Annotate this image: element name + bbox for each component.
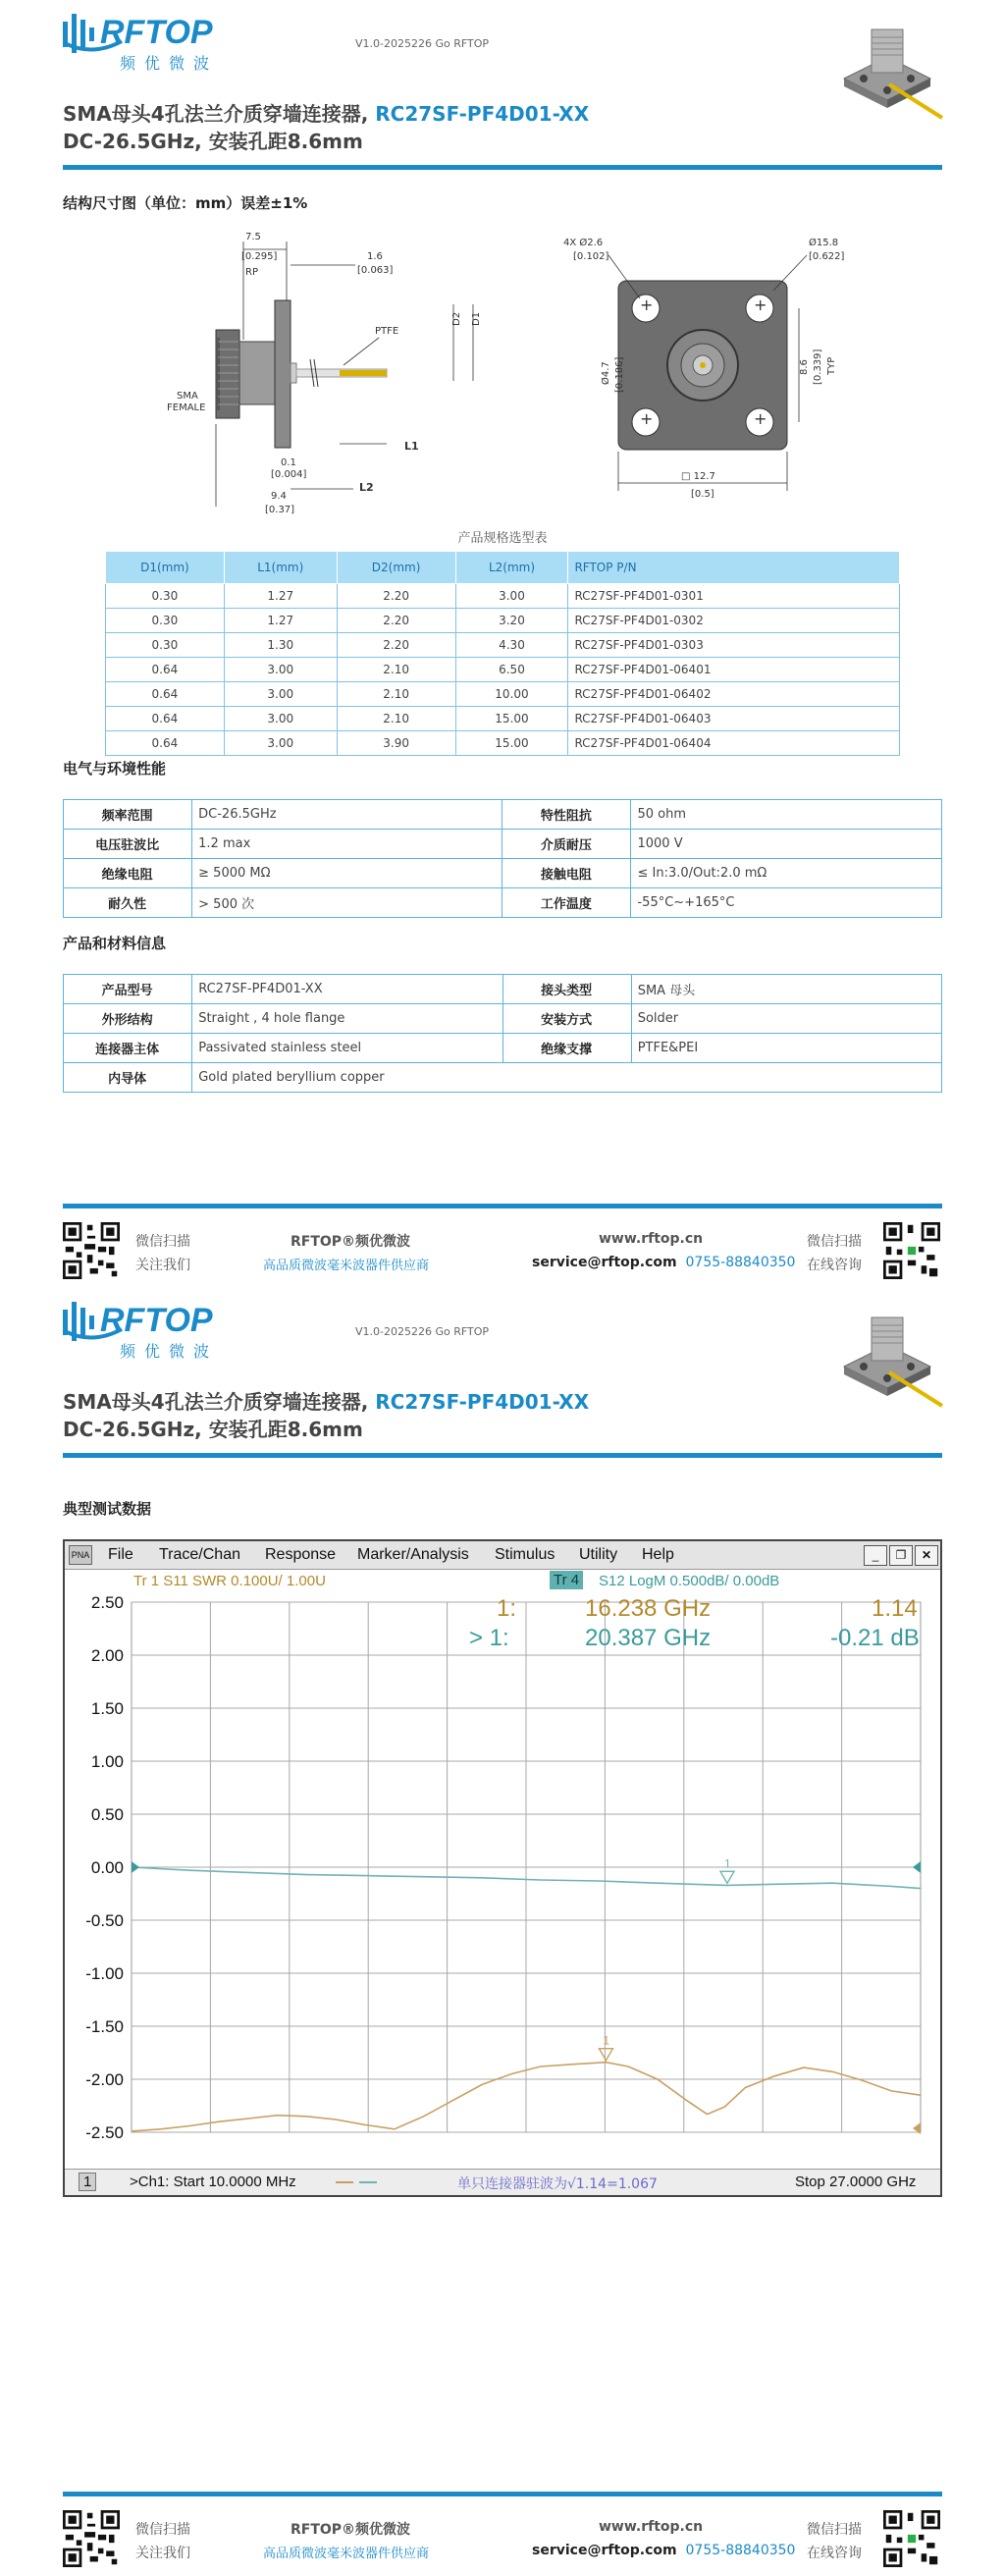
footer-email-text[interactable]: service@rftop.com xyxy=(532,2543,677,2558)
cell-l1: 3.00 xyxy=(224,682,337,707)
y-tick-label: 2.50 xyxy=(90,1593,124,1612)
table-row xyxy=(106,633,900,658)
footer-divider xyxy=(63,2492,942,2496)
svg-text:+: + xyxy=(640,409,654,428)
qr-code-consult-icon xyxy=(883,1222,940,1279)
y-tick-label: 2.00 xyxy=(90,1646,124,1665)
vna-app-icon: PNA xyxy=(69,1545,92,1565)
footer-phone[interactable]: 0755-88840350 xyxy=(685,1255,796,1270)
svg-text:[0.186]: [0.186] xyxy=(614,356,625,393)
elec-value: DC-26.5GHz xyxy=(192,800,502,830)
cell-d1: 0.64 xyxy=(106,731,225,756)
menu-utility[interactable]: Utility xyxy=(579,1546,618,1563)
table-row xyxy=(106,584,900,609)
svg-text:8.6: 8.6 xyxy=(799,359,810,375)
svg-text:Ø4.7: Ø4.7 xyxy=(601,361,611,385)
stop-freq[interactable]: Stop 27.0000 GHz xyxy=(795,2174,917,2190)
elec-value: 1.2 max xyxy=(192,830,502,859)
table-row xyxy=(106,609,900,633)
brand-cn-name: 频优微波 xyxy=(120,54,219,73)
cell-d2: 2.20 xyxy=(337,584,455,609)
col-pn: RFTOP P/N xyxy=(568,552,900,584)
table-row xyxy=(106,682,900,707)
cell-l1: 3.00 xyxy=(224,707,337,731)
cell-d1: 0.30 xyxy=(106,609,225,633)
restore-icon[interactable]: ❐ xyxy=(889,1545,913,1566)
mat-key: 绝缘支撑 xyxy=(502,1034,631,1063)
col-l1: L1(mm) xyxy=(224,552,337,584)
cell-d2: 3.90 xyxy=(337,731,455,756)
cell-l1: 3.00 xyxy=(224,731,337,756)
qr-code-wechat-icon xyxy=(63,1222,120,1279)
svg-text:+: + xyxy=(754,409,767,428)
cell-l2: 10.00 xyxy=(455,682,568,707)
footer-company: RFTOP®频优微波 xyxy=(291,2522,411,2538)
elec-key: 特性阻抗 xyxy=(502,800,631,830)
col-d1: D1(mm) xyxy=(106,552,225,584)
table-row xyxy=(106,658,900,682)
menu-file[interactable]: File xyxy=(108,1546,133,1563)
trace4-label[interactable]: S12 LogM 0.500dB/ 0.00dB xyxy=(599,1573,780,1589)
table-row xyxy=(64,1034,942,1063)
table-row xyxy=(64,1063,942,1093)
cell-d2: 2.20 xyxy=(337,609,455,633)
svg-text:[0.37]: [0.37] xyxy=(265,505,295,515)
brand-cn-name: 频优微波 xyxy=(120,1342,219,1361)
menu-help[interactable]: Help xyxy=(642,1546,674,1563)
elec-key: 工作温度 xyxy=(502,888,631,918)
table-row xyxy=(106,707,900,731)
cell-d1: 0.64 xyxy=(106,682,225,707)
svg-text:9.4: 9.4 xyxy=(271,491,287,502)
svg-text:[0.004]: [0.004] xyxy=(271,469,307,480)
cell-l2: 4.30 xyxy=(455,633,568,658)
footer-wechat-scan: 微信扫描 xyxy=(135,1234,190,1250)
product-subtitle: DC-26.5GHz, 安装孔距8.6mm xyxy=(63,130,363,153)
table-row xyxy=(64,888,942,918)
footer-slogan: 高品质微波毫米波器件供应商 xyxy=(263,2547,430,2561)
mat-value: SMA 母头 xyxy=(631,975,941,1004)
table-row xyxy=(64,1004,942,1034)
legend-s11-line xyxy=(336,2181,353,2183)
marker1-freq: 16.238 GHz xyxy=(585,1595,712,1622)
svg-text:+: + xyxy=(640,295,654,314)
y-tick-label: -2.50 xyxy=(85,2123,124,2142)
start-freq[interactable]: >Ch1: Start 10.0000 MHz xyxy=(130,2174,296,2190)
cell-l2: 3.20 xyxy=(455,609,568,633)
cell-d1: 0.30 xyxy=(106,633,225,658)
menu-trace-chan[interactable]: Trace/Chan xyxy=(159,1546,240,1563)
y-tick-label: -1.00 xyxy=(85,1964,124,1983)
elec-value: > 500 次 xyxy=(192,888,502,918)
cell-l1: 3.00 xyxy=(224,658,337,682)
cell-d1: 0.30 xyxy=(106,584,225,609)
svg-text:SMA: SMA xyxy=(177,391,198,402)
svg-text:1.6: 1.6 xyxy=(367,251,383,262)
marker2-freq: 20.387 GHz xyxy=(585,1625,712,1651)
marker1-value: 1.14 xyxy=(872,1595,918,1622)
mat-key: 外形结构 xyxy=(64,1004,192,1034)
y-tick-label: 1.00 xyxy=(90,1752,124,1771)
vna-menu-bar xyxy=(65,1541,940,1570)
svg-text:+: + xyxy=(754,295,767,314)
footer-phone[interactable]: 0755-88840350 xyxy=(685,2543,796,2558)
svg-text:PTFE: PTFE xyxy=(375,326,399,337)
close-icon[interactable]: ✕ xyxy=(915,1545,938,1566)
elec-key: 电压驻波比 xyxy=(64,830,192,859)
minimize-icon[interactable]: _ xyxy=(864,1545,887,1566)
title-part-number: RC27SF-PF4D01-XX xyxy=(375,102,590,126)
cell-d1: 0.64 xyxy=(106,658,225,682)
table-row xyxy=(64,859,942,888)
connector-photo xyxy=(824,1310,950,1423)
footer-website[interactable]: www.rftop.cn xyxy=(599,2519,704,2535)
mat-key: 产品型号 xyxy=(64,975,192,1004)
header-divider xyxy=(63,1453,942,1458)
dim-section-title: 结构尺寸图（单位：mm）误差±1% xyxy=(63,194,308,212)
cell-pn: RC27SF-PF4D01-06402 xyxy=(568,682,900,707)
svg-text:L2: L2 xyxy=(359,481,374,494)
material-section-title: 产品和材料信息 xyxy=(63,935,167,952)
menu-marker-analysis[interactable]: Marker/Analysis xyxy=(357,1546,469,1563)
svg-text:[0.295]: [0.295] xyxy=(241,251,278,262)
vna-window xyxy=(63,1539,942,2197)
channel-number[interactable]: 1 xyxy=(79,2173,96,2191)
col-d2: D2(mm) xyxy=(337,552,455,584)
svg-text:[0.5]: [0.5] xyxy=(691,489,714,500)
mat-value: PTFE&PEI xyxy=(631,1034,941,1063)
cell-l1: 1.30 xyxy=(224,633,337,658)
elec-value: ≤ In:3.0/Out:2.0 mΩ xyxy=(631,859,942,888)
footer-email[interactable] xyxy=(532,1255,795,1270)
footer-wechat-scan-right: 微信扫描 xyxy=(807,2522,862,2538)
qr-code-wechat-icon xyxy=(63,2510,120,2567)
footer-online: 在线咨询 xyxy=(807,2546,862,2561)
title-prefix: SMA母头4孔法兰介质穿墙连接器, xyxy=(63,102,376,126)
cell-pn: RC27SF-PF4D01-06403 xyxy=(568,707,900,731)
marker1-label: 1: xyxy=(497,1595,517,1622)
vswr-note: 单只连接器驻波为√1.14=1.067 xyxy=(457,2176,658,2192)
svg-text:7.5: 7.5 xyxy=(245,232,261,242)
menu-stimulus[interactable]: Stimulus xyxy=(495,1546,555,1563)
spec-selection-table xyxy=(105,551,900,756)
electrical-table xyxy=(63,799,942,918)
cell-l2: 15.00 xyxy=(455,707,568,731)
elec-key: 频率范围 xyxy=(64,800,192,830)
elec-key: 介质耐压 xyxy=(502,830,631,859)
marker-number: 1 xyxy=(724,1856,731,1871)
product-subtitle: DC-26.5GHz, 安装孔距8.6mm xyxy=(63,1418,363,1441)
table-row xyxy=(64,975,942,1004)
cell-pn: RC27SF-PF4D01-0301 xyxy=(568,584,900,609)
svg-text:D2: D2 xyxy=(451,311,462,326)
footer-website[interactable]: www.rftop.cn xyxy=(599,1231,704,1247)
y-tick-label: 0.00 xyxy=(90,1858,124,1877)
trace1-label[interactable]: Tr 1 S11 SWR 0.100U/ 1.00U xyxy=(133,1573,326,1589)
svg-text:[0.339]: [0.339] xyxy=(813,349,823,385)
vna-trace-bar xyxy=(65,1571,940,1590)
table-row xyxy=(64,830,942,859)
qr-code-consult-icon xyxy=(883,2510,940,2567)
cell-pn: RC27SF-PF4D01-06401 xyxy=(568,658,900,682)
y-tick-label: -0.50 xyxy=(85,1911,124,1930)
svg-text:RFTOP: RFTOP xyxy=(100,1302,213,1339)
svg-text:[0.102]: [0.102] xyxy=(573,251,609,262)
mat-value: Gold plated beryllium copper xyxy=(192,1063,942,1093)
header-divider xyxy=(63,165,942,170)
vna-status-bar xyxy=(65,2169,940,2195)
cell-l1: 1.27 xyxy=(224,584,337,609)
legend-s12-line xyxy=(359,2181,377,2183)
mat-key: 内导体 xyxy=(64,1063,192,1093)
cell-d2: 2.10 xyxy=(337,682,455,707)
col-l2: L2(mm) xyxy=(455,552,568,584)
marker-number: 1 xyxy=(603,2033,610,2048)
table-row xyxy=(106,731,900,756)
mat-key: 接头类型 xyxy=(502,975,631,1004)
cell-d2: 2.20 xyxy=(337,633,455,658)
footer-email[interactable] xyxy=(532,2543,795,2558)
mat-key: 安装方式 xyxy=(502,1004,631,1034)
svg-text:□ 12.7: □ 12.7 xyxy=(681,471,715,482)
y-ticks xyxy=(85,1593,124,2142)
footer-follow-us: 关注我们 xyxy=(135,2546,190,2561)
product-title xyxy=(63,1386,589,1415)
plot-grid xyxy=(132,1602,921,2132)
svg-text:RFTOP: RFTOP xyxy=(100,14,213,51)
table-row xyxy=(64,800,942,830)
footer-email-text[interactable]: service@rftop.com xyxy=(532,1255,677,1270)
table-header-row xyxy=(106,552,900,584)
svg-text:FEMALE: FEMALE xyxy=(167,402,206,413)
side-view-drawing xyxy=(147,232,501,516)
svg-text:L1: L1 xyxy=(404,440,419,453)
title-prefix: SMA母头4孔法兰介质穿墙连接器, xyxy=(63,1390,376,1414)
elec-key: 耐久性 xyxy=(64,888,192,918)
svg-text:Ø15.8: Ø15.8 xyxy=(809,238,839,248)
svg-text:TYP: TYP xyxy=(826,356,837,375)
elec-key: 绝缘电阻 xyxy=(64,859,192,888)
elec-key: 接触电阻 xyxy=(502,859,631,888)
cell-d1: 0.64 xyxy=(106,707,225,731)
spec-table-caption: 产品规格选型表 xyxy=(457,531,548,546)
mat-value: Passivated stainless steel xyxy=(192,1034,502,1063)
marker2-label: > 1: xyxy=(469,1625,509,1651)
mat-key: 连接器主体 xyxy=(64,1034,192,1063)
test-section-title: 典型测试数据 xyxy=(63,1500,152,1518)
elec-value: -55°C~+165°C xyxy=(631,888,942,918)
front-view-drawing xyxy=(550,232,883,516)
marker2-value: -0.21 dB xyxy=(830,1625,920,1651)
cell-l2: 15.00 xyxy=(455,731,568,756)
connector-photo xyxy=(824,22,950,135)
svg-text:D1: D1 xyxy=(471,311,482,326)
footer-slogan: 高品质微波毫米波器件供应商 xyxy=(263,1259,430,1273)
footer-online: 在线咨询 xyxy=(807,1258,862,1273)
y-tick-label: -1.50 xyxy=(85,2017,124,2036)
elec-value: 1000 V xyxy=(631,830,942,859)
elec-value: ≥ 5000 MΩ xyxy=(192,859,502,888)
version-label: V1.0-2025226 Go RFTOP xyxy=(355,1325,490,1338)
elec-section-title: 电气与环境性能 xyxy=(63,760,167,778)
svg-text:4X Ø2.6: 4X Ø2.6 xyxy=(563,238,604,248)
cell-d2: 2.10 xyxy=(337,707,455,731)
trace4-tag[interactable]: Tr 4 xyxy=(550,1571,583,1589)
menu-response[interactable]: Response xyxy=(265,1546,337,1563)
mat-value: Straight , 4 hole flange xyxy=(192,1004,502,1034)
svg-text:RP: RP xyxy=(245,267,258,278)
cell-pn: RC27SF-PF4D01-0302 xyxy=(568,609,900,633)
footer-wechat-scan: 微信扫描 xyxy=(135,2522,190,2538)
mat-value: Solder xyxy=(631,1004,941,1034)
y-tick-label: 0.50 xyxy=(90,1805,124,1824)
version-label: V1.0-2025226 Go RFTOP xyxy=(355,37,490,50)
cell-d2: 2.10 xyxy=(337,658,455,682)
y-tick-label: 1.50 xyxy=(90,1699,124,1718)
footer-divider xyxy=(63,1204,942,1208)
cell-pn: RC27SF-PF4D01-0303 xyxy=(568,633,900,658)
mat-value: RC27SF-PF4D01-XX xyxy=(192,975,502,1004)
svg-text:0.1: 0.1 xyxy=(281,457,296,468)
product-title xyxy=(63,98,589,127)
y-tick-label: -2.00 xyxy=(85,2070,124,2089)
footer-wechat-scan-right: 微信扫描 xyxy=(807,1234,862,1250)
cell-pn: RC27SF-PF4D01-06404 xyxy=(568,731,900,756)
material-table xyxy=(63,974,942,1093)
title-part-number: RC27SF-PF4D01-XX xyxy=(375,1390,590,1414)
footer-company: RFTOP®频优微波 xyxy=(291,1234,411,1250)
footer-follow-us: 关注我们 xyxy=(135,1258,190,1273)
cell-l1: 1.27 xyxy=(224,609,337,633)
elec-value: 50 ohm xyxy=(631,800,942,830)
svg-text:[0.622]: [0.622] xyxy=(809,251,845,262)
cell-l2: 3.00 xyxy=(455,584,568,609)
svg-text:[0.063]: [0.063] xyxy=(357,265,394,276)
datasheet-page-2 xyxy=(0,1288,1005,2576)
vna-plot xyxy=(65,1590,940,2148)
cell-l2: 6.50 xyxy=(455,658,568,682)
